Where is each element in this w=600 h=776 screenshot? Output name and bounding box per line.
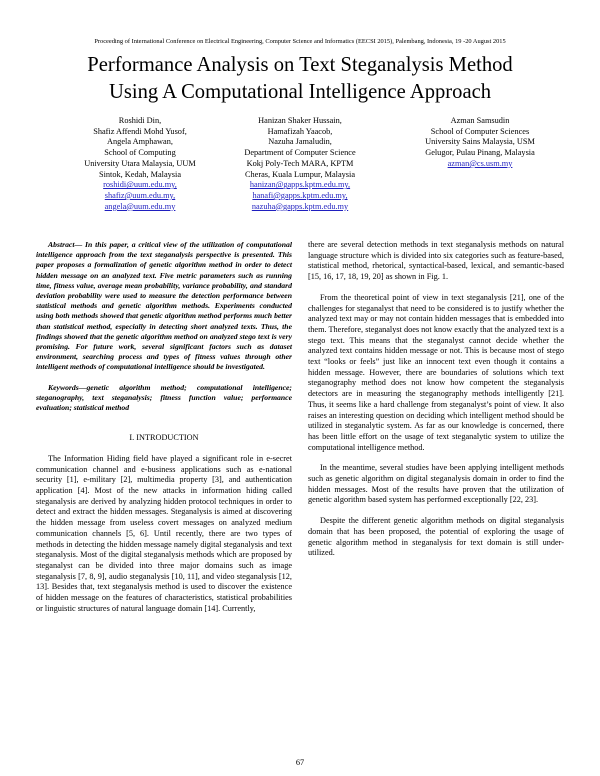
author-line: Nazuha Jamaludin,	[268, 137, 332, 147]
abstract: Abstract— In this paper, a critical view of the utilization of computational intelligence approach from the text steganalysis perspective is presented. This paper proposes a formalization of genetic algorithm method in order to detect hidden message on an analyzed text. Five metric parameters such as running time, fitness value, average mean probability, variance probability, and standard deviation probability were used to measure the detection performance between statistical methods and genetic algorithm methods. Experiments conducted using both methods showed that genetic algorithm method performs much better than statistical method, especially in detecting short analyzed texts. Thus, the findings showed that the genetic algorithm method on analyzed stego text is very promising. For future work, several significant factors such as dataset environment, searching process and types of fitness values through other intelligent methods of computational intelligence should be investigated.	[36, 240, 292, 372]
author-line: Angela Amphawan,	[107, 137, 173, 147]
author-line: Department of Computer Science	[244, 148, 356, 158]
author-line: Hamafizah Yaacob,	[267, 126, 333, 136]
paper-title	[20, 52, 580, 106]
author-line: Roshidi Din,	[118, 116, 162, 125]
body-paragraph: there are several detection methods in text steganalysis methods on natural language structure which is divided into six categories such as feature-based, statistical method, rhetorical, syntactical-based, lexical, and semantic-based [15, 16, 17, 18, 19, 20] as shown in Fig. 1.	[308, 240, 564, 282]
left-column	[36, 240, 292, 615]
author-block-2	[220, 116, 380, 212]
author-email-link[interactable]: angela@uum.edu.my	[104, 201, 176, 211]
title-line-2: Using A Computational Intelligence Approach	[108, 81, 492, 103]
page-number: 67	[295, 758, 305, 767]
title-line-1: Performance Analysis on Text Steganalysis Method	[87, 54, 513, 76]
author-email-link[interactable]: azman@cs.usm.my	[447, 158, 513, 168]
author-line: Hanizan Shaker Hussain,	[258, 116, 342, 125]
body-paragraph: In the meantime, several studies have been applying intelligent methods such as genetic algorithm on digital steganalysis domain in order to find the hidden messages. Most of the results have proven that the utilization of genetic algorithm based system has performed exceptionally [22, 23].	[308, 463, 564, 505]
author-line: Gelugor, Pulau Pinang, Malaysia	[425, 148, 535, 158]
conference-header: Proceeding of International Conference on Electrical Engineering, Computer Science and Informatics (EECSI 2015), Palembang, Indonesia, 19 -20 August 2015	[94, 38, 506, 45]
author-email-link[interactable]: shafiz@uum.edu.my,	[104, 190, 176, 200]
intro-paragraph: The Information Hiding field have played a significant role in e-secret communication channel and e-business applications such as e-national security [1], e-military [2], multimedia property [3], and authentication application [4]. Most of the new attacks in information hiding called steganalysis are derived by analyzing hidden protocol techniques in order to detect and extract the hidden messages. Steganalysis is aimed at discovering the hidden message from useless covert messages on analyzed medium communication channels [5, 6]. Until recently, there are two types of methods in detecting the hidden message namely digital steganalysis and text steganalysis. Most of the digital steganalysis methods which are proposed by steganalyst can be divided into three major domains such as image steganalysis [7, 8, 9], audio steganalysis [10, 11], and video steganalysis [12, 13]. Besides that, text steganalysis method is used to discover the existence of hidden message on the features of characteristics, statistical probabilities or linguistic structures of natural language domain [14]. Currently,	[36, 453, 292, 613]
author-block-3	[385, 116, 575, 170]
right-column	[308, 240, 564, 559]
author-line: Sintok, Kedah, Malaysia	[98, 169, 182, 179]
body-paragraph: Despite the different genetic algorithm methods on digital steganalysis domain that has been proposed, the potential of exploring the usage of genetic algorithm method in steganalysis for text domain is still under-utilized.	[308, 516, 564, 558]
section-heading-introduction: I. INTRODUCTION	[129, 433, 199, 443]
author-email-link[interactable]: hanafi@gapps.kptm.edu.my,	[252, 190, 348, 200]
author-email-link[interactable]: roshidi@uum.edu.my,	[103, 180, 177, 190]
author-line: Kokj Poly-Tech MARA, KPTM	[246, 158, 354, 168]
author-email-link[interactable]: nazuha@gapps.kptm.edu.my	[251, 201, 349, 211]
author-line: University Sains Malaysia, USM	[425, 137, 535, 147]
author-line: School of Computing	[104, 148, 176, 158]
body-paragraph: From the theoretical point of view in text steganalysis [21], one of the challenges for steganalyst that need to be considered is to justify whether the analyzed text may or may not contain hidden messages that is embedded into them. Therefore, steganalyst does not know exactly that the analyzed text is a stego text. This means that the steganalyst cannot decide whether the analyzed text contains hidden message or not. This is because most of stego text “looks or feels” just like an innocent text even though it contains a hidden message. However, there are boundaries of solutions which text steganography method does not know how competent the steganalysis detectors are in measuring the steganography methods intelligently [21]. Thus, it seems like a hard challenge from steganalyst’s point of view. It also raises an interesting question on deciding which intelligent method should be utilized in steganalytic system. As far as our knowledge is concerned, there has been little effort on the usage of text steganalytic system to utilize the computational intelligence method.	[308, 292, 564, 452]
author-line: School of Computer Sciences	[430, 126, 530, 136]
keywords: Keywords—genetic algorithm method; computational intelligence; steganography, text steganalysis; fitness function value; performance evaluation; statistical method	[36, 382, 292, 413]
author-line: Cheras, Kuala Lumpur, Malaysia	[244, 169, 356, 179]
author-block-1	[45, 116, 235, 212]
author-email-link[interactable]: hanizan@gapps.kptm.edu.my,	[249, 180, 351, 190]
author-line: Shafiz Affendi Mohd Yusof,	[93, 126, 187, 136]
author-line: University Utara Malaysia, UUM	[84, 158, 196, 168]
author-line: Azman Samsudin	[450, 116, 510, 125]
